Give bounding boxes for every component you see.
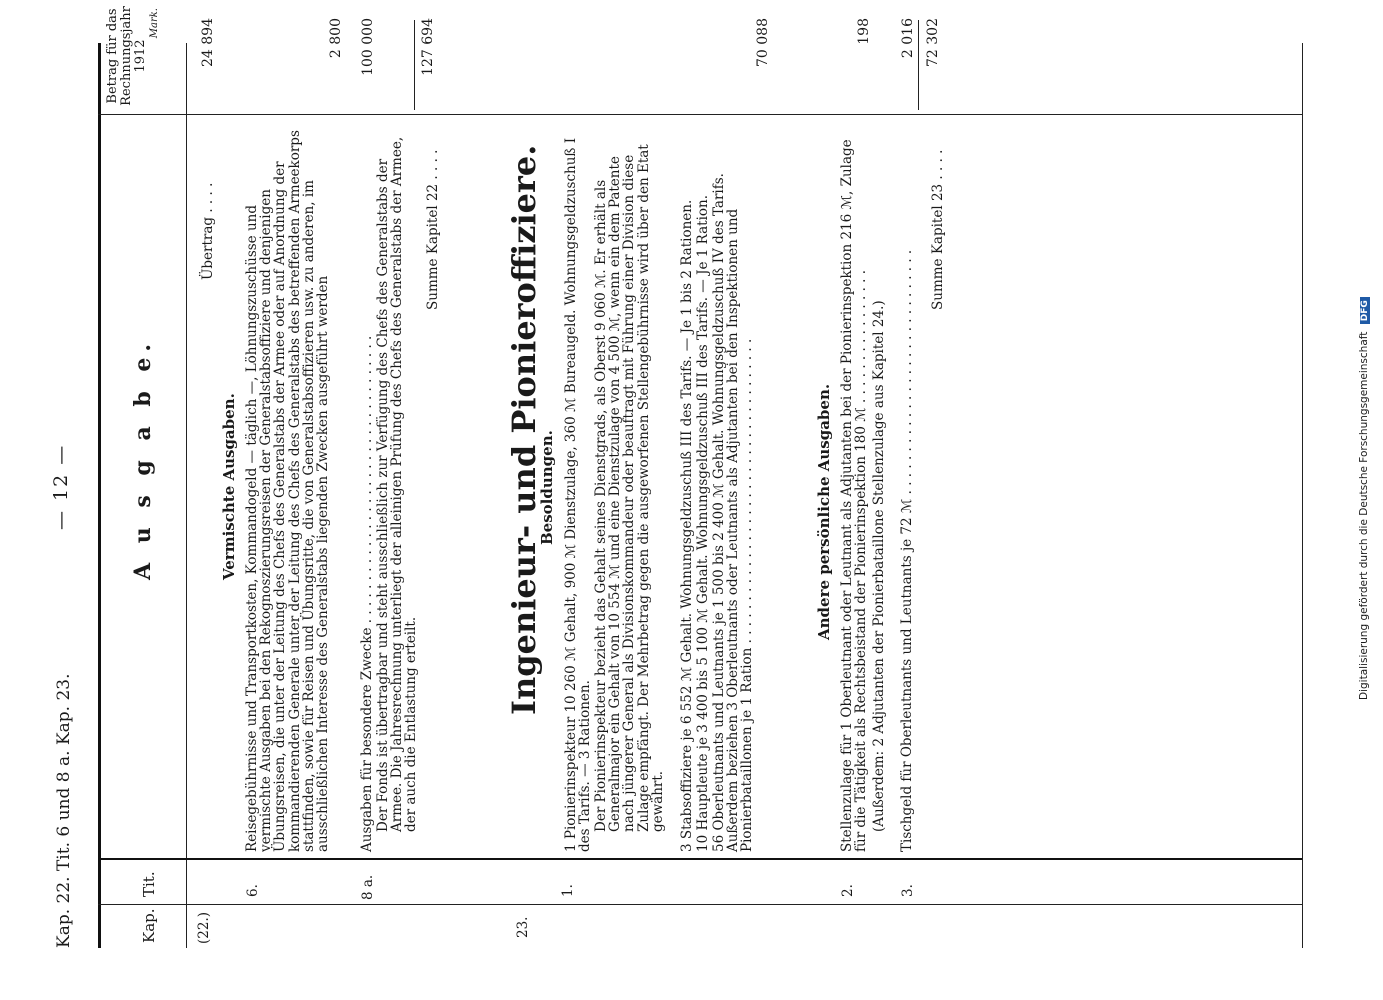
tit-2-amount: 198: [856, 18, 872, 45]
tit-6-amount: 2 800: [328, 18, 344, 59]
summe-22-label: Summe Kapitel 22 . . . .: [425, 149, 441, 310]
betrag-header-text: Betrag für das Rechnungsjahr 1912: [105, 6, 148, 106]
tit-3-amount: 2 016: [900, 18, 916, 59]
kap-23-title: Ingenieur- und Pionieroffiziere.: [505, 144, 543, 715]
kap-23-label: 23.: [515, 916, 531, 938]
tit-1-line-inspekteur: 1 Pionierinspekteur 10 260 ℳ Gehalt, 900 ℳ Dienstzulage, 360 ℳ Bureaugeld. Wohnungsgeldzuschuß I des Tarifs. — 3 Rationen.: [563, 137, 594, 852]
tit-header: Tit.: [140, 871, 158, 897]
sum-22-rule: [414, 20, 415, 110]
tit-8a-text: Ausgaben für besondere Zwecke . . . . . . . . . . . . . . . . . . . . . . . . . . . . . . . . . .: [359, 335, 375, 852]
tit-6-number: 6.: [245, 884, 261, 897]
tit-2-note: (Außerdem: 2 Adjutanten der Pionierbataillone Stellenzulage aus Kapitel 24.): [871, 300, 887, 832]
running-header: Kap. 22. Tit. 6 und 8 a. Kap. 23.: [54, 673, 74, 948]
kap-22-label: (22.): [196, 911, 212, 944]
betrag-header: [106, 2, 162, 110]
tit-3-text: Tischgeld für Oberleutnants und Leutnants je 72 ℳ . . . . . . . . . . . . . . . . . . . . . . . . . . . . .: [899, 249, 915, 852]
digitization-note: [1358, 297, 1370, 700]
tit-1-line-note: Der Pionierinspekteur bezieht das Gehalt seines Dienstgrads, als Oberst 9 060 ℳ. Er erhält als Generalmajor ein Gehalt von 10 554 ℳ und eine Dienstzulage von 4 500 ℳ, wenn ein dem Patente nach jüngerer General als Divisionskommandeur oder beauftragt mit Führung einer Division diese Zulage empfängt. Der Mehrbetrag gegen die ausgeworfenen Stellengebührnisse wird über den Etat gewährt.: [593, 144, 666, 832]
summe-23-label: Summe Kapitel 23 . . . .: [930, 149, 946, 310]
digitization-text: Digitalisierung gefördert durch die Deutsche Forschungsgemeinschaft: [1358, 331, 1370, 700]
tit-3-number: 3.: [900, 884, 916, 897]
table-bottom-rule: [1302, 43, 1303, 948]
summe-22-amount: 127 694: [420, 18, 436, 76]
tit-col-divider: [98, 858, 1302, 860]
tit-2-number: 2.: [840, 884, 856, 897]
uebertrag-amount: 24 894: [200, 18, 216, 67]
tit-1-amount: 70 088: [755, 18, 771, 67]
table-header-rule: [186, 43, 187, 948]
tit-1-number: 1.: [560, 884, 576, 897]
tit-8a-number: 8 a.: [360, 874, 376, 900]
tit-1-line-leutnants: 56 Oberleutnants und Leutnants je 1 500 bis 2 400 ℳ Gehalt. Wohnungsgeldzuschuß IV des Tarifs. Außerdem beziehen 3 Oberleutnants oder Leutnants als Adjutanten bei den Inspektionen und Pionierbataillonen je 1 Ration . . . . . . . . . . . . . . . . . . . . . . . . . . . . . . . . . . . .: [711, 173, 756, 852]
section-vermischte: Vermischte Ausgaben.: [220, 393, 238, 580]
tit-1-line-hauptleute: 10 Hauptleute je 3 400 bis 5 100 ℳ Gehalt. Wohnungsgeldzuschuß III des Tarifs. — Je 1 Ration.: [695, 194, 711, 852]
sum-23-rule: [918, 20, 919, 110]
tit-1-line-stabsoffiziere: 3 Stabsoffiziere je 6 552 ℳ Gehalt. Wohnungsgeldzuschuß III des Tarifs. — Je 1 bis 2 Rationen.: [679, 199, 695, 852]
tit-8a-amount: 100 000: [360, 18, 376, 76]
tit-8a-note: Der Fonds ist übertragbar und steht ausschließlich zur Verfügung des Chefs des Generalstabs der Armee. Die Jahresrechnung unterliegt der alleinigen Prüfung des Chefs des Generalstabs der Armee, der auch die Entlastung erteilt.: [375, 136, 420, 832]
page-number: — 12 —: [50, 443, 72, 530]
betrag-unit: Mark.: [149, 8, 160, 39]
tit-2-text: Stellenzulage für 1 Oberleutnant oder Leutnant als Adjutanten bei der Pionierinspektion 216 ℳ, Zulage für die Tätigkeit als Rechtsbeistand der Pionierinspektion 180 ℳ . . . . . . . . . . . . . . . .: [839, 139, 870, 852]
summe-23-amount: 72 302: [925, 18, 941, 67]
ausgabe-header: A u s g a b e.: [130, 337, 156, 580]
kap-header: Kap.: [140, 908, 158, 943]
uebertrag-label: Übertrag . . . .: [200, 182, 216, 280]
section-andere: Andere persönliche Ausgaben.: [815, 383, 833, 640]
table-top-rule: [98, 43, 101, 948]
dfg-logo: DFG: [1360, 297, 1370, 324]
kap-col-divider: [98, 904, 1302, 905]
tit-6-text: Reisegebührnisse und Transportkosten, Kommandogeld — täglich —, Löhnungszuschüsse und vermischte Ausgaben bei den Rekognoszierungsreisen der Generalstabsoffiziere und denjenigen Übungsreisen, die unter der Leitung des Chefs des Generalstabs der Armee oder auf Anordnung der kommandierenden Generale unter der Leitung des Chefs des Generalstabs des betreffenden Armeekorps stattfinden, sowie für Reisen und Übungsritte, die von Generalstabsoffizieren usw. zu anderen, im ausschließlichen Interesse des Generalstabs liegenden Zwecken ausgeführt werden: [244, 130, 332, 852]
ausgabe-col-divider: [98, 114, 1302, 115]
section-besoldungen: Besoldungen.: [538, 430, 556, 545]
